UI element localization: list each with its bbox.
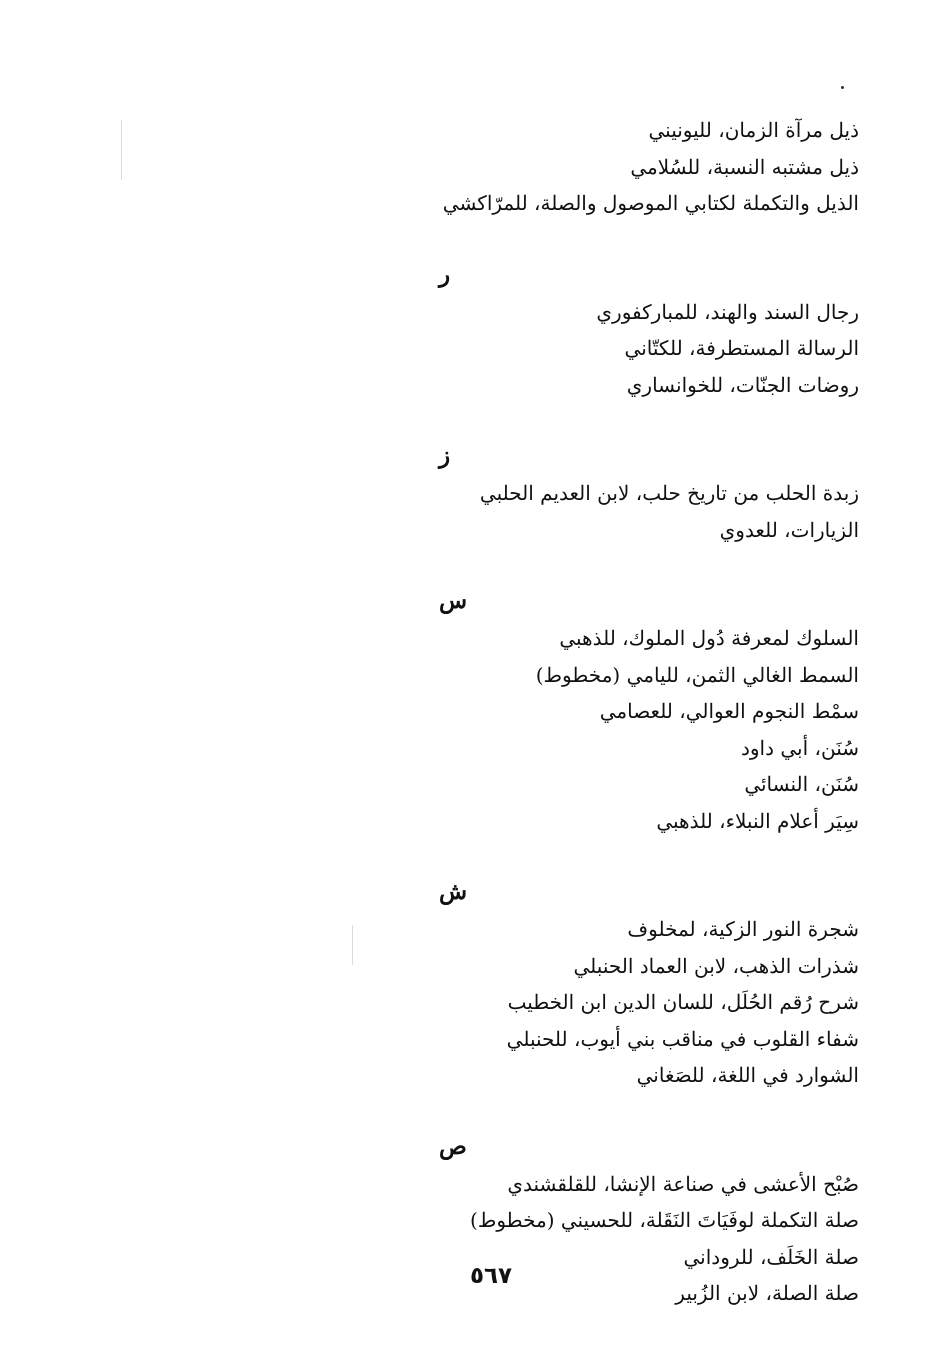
section-letter: ص [439, 1132, 467, 1160]
entry: صُبْح الأعشى في صناعة الإنشا، للقلقشندي [507, 1171, 859, 1196]
entry: سِيَر أعلام النبلاء، للذهبي [656, 808, 859, 833]
entry: صلة الخَلَف، للروداني [683, 1244, 859, 1269]
section-shin [439, 877, 859, 1094]
entry: زبدة الحلب من تاريخ حلب، لابن العديم الحلبي [479, 481, 859, 505]
bibliography-list [439, 112, 859, 1312]
entry: سُنَن، أبي داود [740, 735, 859, 760]
entry: روضات الجنّات، للخوانساري [626, 372, 859, 397]
entry: السلوك لمعرفة دُول الملوك، للذهبي [559, 626, 859, 650]
scan-speck [841, 86, 844, 89]
section-letter: س [439, 587, 468, 614]
entry: شرح رُقم الحُلَل، للسان الدين ابن الخطيب [507, 990, 859, 1014]
entry: الذيل والتكملة لكتابي الموصول والصلة، للمرّاكشي [442, 191, 859, 215]
entry: السمط الغالي الثمن، لليامي (مخطوط) [535, 662, 859, 687]
section-letter: ر [439, 260, 451, 288]
section-letter: ز [439, 442, 451, 469]
scan-mark [352, 925, 353, 965]
entry: سُنَن، النسائي [744, 772, 859, 796]
section-letter: ش [439, 878, 468, 905]
entry: شجرة النور الزكية، لمخلوف [627, 917, 859, 941]
section-ra [439, 260, 859, 404]
entry: الزيارات، للعدوي [719, 517, 859, 542]
scan-mark [121, 120, 122, 180]
entry: شذرات الذهب، لابن العماد الحنبلي [573, 953, 859, 978]
section-sin [439, 586, 859, 839]
page-number: ٥٦٧ [469, 1263, 513, 1289]
section-zay [439, 441, 859, 548]
entry: ذيل مرآة الزمان، لليونيني [648, 118, 859, 142]
entry: الرسالة المستطرفة، للكتّاني [624, 336, 859, 360]
entry: الشوارد في اللغة، للصَغاني [636, 1063, 859, 1087]
entry: شفاء القلوب في مناقب بني أيوب، للحنبلي [506, 1026, 859, 1051]
entry: صلة الصلة، لابن الزُبير [675, 1281, 859, 1305]
entry: سمْط النجوم العوالي، للعصامي [599, 699, 859, 723]
entry: ذيل مشتبه النسبة، للسُلامي [630, 154, 859, 179]
section-dhal [439, 112, 859, 222]
entry: صلة التكملة لوفَيَاتَ النَقَلة، للحسيني (مخطوط) [470, 1208, 859, 1232]
entry: رجال السند والهند، للمباركفوري [596, 299, 859, 324]
